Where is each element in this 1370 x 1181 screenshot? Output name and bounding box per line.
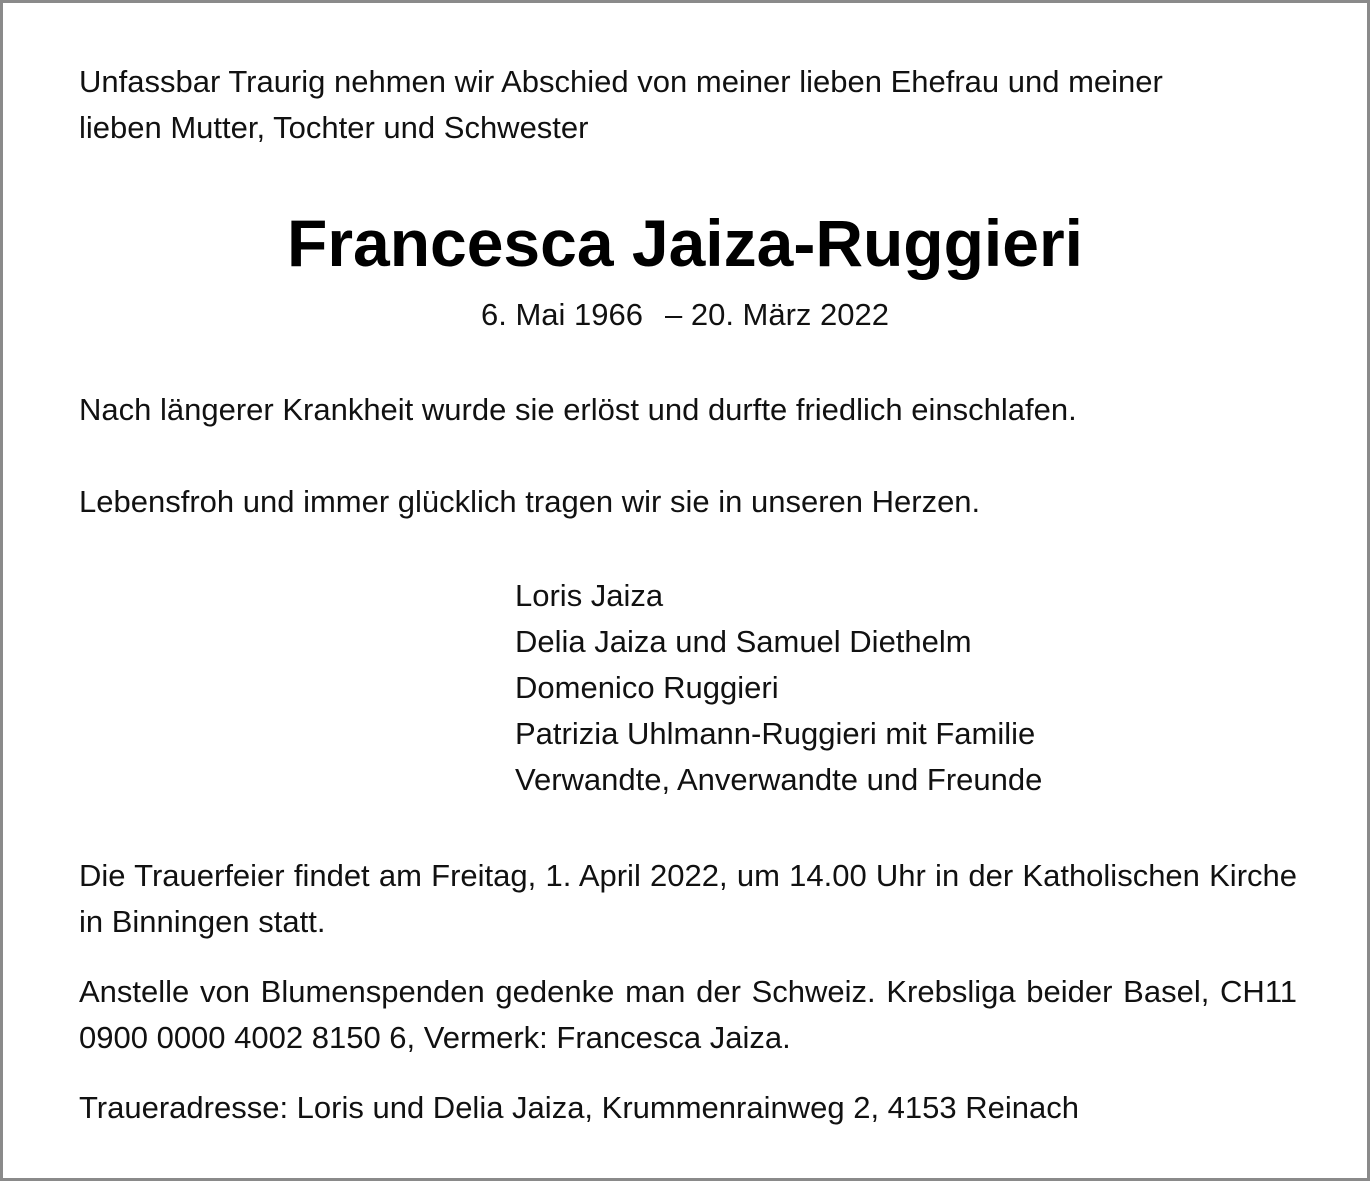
mourner-name: Domenico Ruggieri <box>515 670 779 705</box>
birth-date: 6. Mai 1966 <box>480 297 643 332</box>
illness-text: Nach längerer Krankheit wurde sie erlöst und durfte friedlich einschlafen. <box>79 392 1077 427</box>
mourners-list <box>515 573 1042 803</box>
deceased-name: Francesca Jaiza-Ruggieri <box>287 206 1083 280</box>
intro-line-1: Unfassbar Traurig nehmen wir Abschied von meiner lieben Ehefrau und meiner <box>79 64 1163 99</box>
mourner-name: Delia Jaiza und Samuel Diethelm <box>515 624 972 659</box>
memory-text: Lebensfroh und immer glücklich tragen wir sie in unseren Herzen. <box>79 484 981 519</box>
intro-line-2: lieben Mutter, Tochter und Schwester <box>79 110 589 145</box>
life-dates <box>3 293 1367 337</box>
death-date: – 20. März 2022 <box>664 297 890 332</box>
donation-info: Anstelle von Blumenspenden gedenke man der Schweiz. Krebsliga beider Basel, CH11 0900 0000 4002 8150 6, Vermerk: Francesca Jaiza. <box>79 974 1297 1055</box>
mourning-address: Traueradresse: Loris und Delia Jaiza, Krummenrainweg 2, 4153 Reinach <box>79 1090 1079 1125</box>
mourner-name: Loris Jaiza <box>515 578 664 613</box>
intro-text <box>79 59 1163 151</box>
funeral-info: Die Trauerfeier findet am Freitag, 1. April 2022, um 14.00 Uhr in der Katholischen Kirche in Binningen statt. <box>79 858 1297 939</box>
mourner-name: Verwandte, Anverwandte und Freunde <box>515 762 1043 797</box>
mourner-name: Patrizia Uhlmann-Ruggieri mit Familie <box>515 716 1036 751</box>
